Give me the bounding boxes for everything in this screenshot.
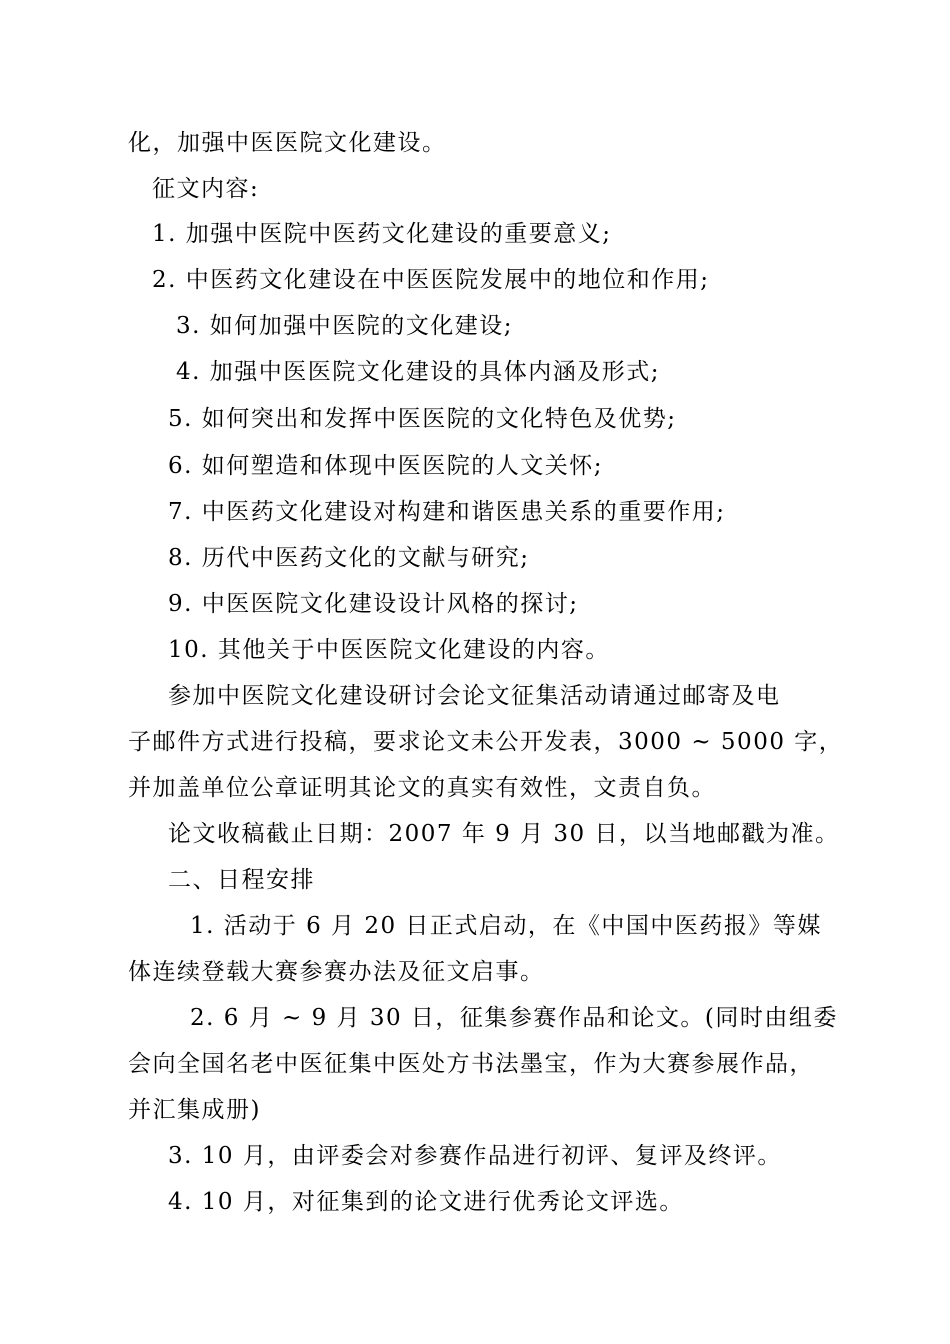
section-heading: 征文内容: [152,176,260,202]
list-item: 7. 中医药文化建设对构建和谐医患关系的重要作用; [168,499,726,525]
paragraph-line: 子邮件方式进行投稿，要求论文未公开发表，3000 ~ 5000 字， [128,729,844,755]
section-heading: 二、日程安排 [168,867,315,893]
schedule-item: 1. 活动于 6 月 20 日正式启动，在《中国中医药报》等媒 [190,913,822,939]
list-item: 4. 加强中医医院文化建设的具体内涵及形式; [176,359,661,385]
text-line: 化，加强中医医院文化建设。 [128,130,447,156]
schedule-item-continuation: 会向全国名老中医征集中医处方书法墨宝，作为大赛参展作品， [128,1051,814,1077]
list-item: 1. 加强中医院中医药文化建设的重要意义; [152,221,612,247]
schedule-item-continuation: 体连续登载大赛参赛办法及征文启事。 [128,959,545,985]
list-item: 2. 中医药文化建设在中医医院发展中的地位和作用; [152,267,710,293]
schedule-item: 2. 6 月 ~ 9 月 30 日，征集参赛作品和论文。(同时由组委 [190,1005,838,1031]
list-item: 6. 如何塑造和体现中医医院的人文关怀; [168,453,604,479]
schedule-item: 4. 10 月，对征集到的论文进行优秀论文评选。 [168,1189,684,1215]
list-item: 3. 如何加强中医院的文化建设; [176,313,514,339]
paragraph-line: 参加中医院文化建设研讨会论文征集活动请通过邮寄及电 [168,683,781,709]
list-item: 8. 历代中医药文化的文献与研究; [168,545,530,571]
schedule-item-continuation: 并汇集成册) [128,1097,261,1123]
schedule-item: 3. 10 月，由评委会对参赛作品进行初评、复评及终评。 [168,1143,782,1169]
list-item: 9. 中医医院文化建设设计风格的探讨; [168,591,579,617]
list-item: 5. 如何突出和发挥中医医院的文化特色及优势; [168,406,677,432]
paragraph-line: 并加盖单位公章证明其论文的真实有效性，文责自负。 [128,775,716,801]
list-item: 10. 其他关于中医医院文化建设的内容。 [168,637,610,663]
deadline-line: 论文收稿截止日期：2007 年 9 月 30 日，以当地邮戳为准。 [168,821,840,847]
